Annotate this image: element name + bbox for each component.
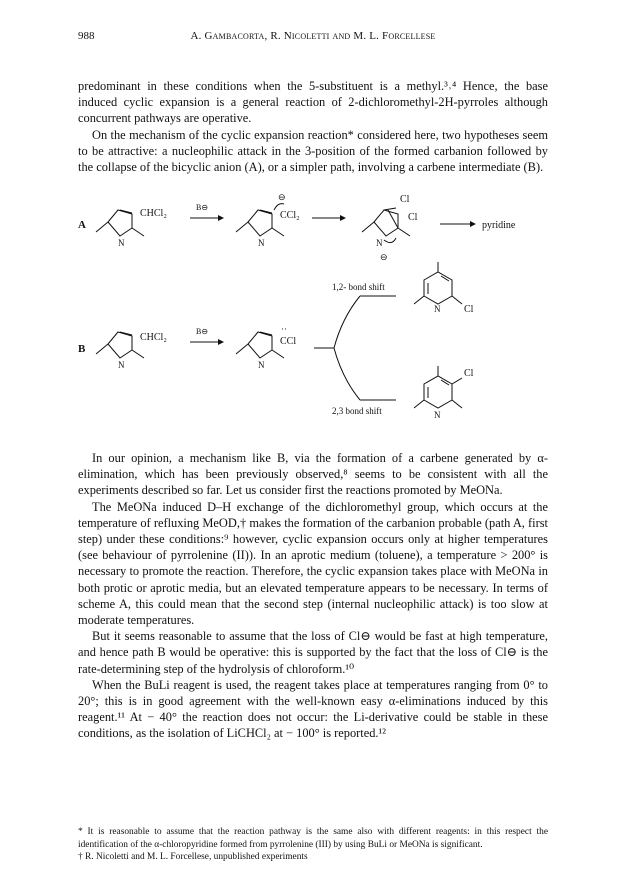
cl-a3-right: Cl — [408, 212, 418, 223]
cl-py-lower: Cl — [464, 368, 474, 379]
paragraph-4: The MeONa induced D–H exchange of the dichloromethyl group, which occurs at the temperature of refluxing MeOD,† makes the formation of the carbanion probable (path A, first step) under these conditions:⁹ however, cyclic expansion occurs only at higher temperatures (see behaviour of pyrrolenine (II)). In an aprotic medium (toluene), a temperature > 200° is necessary to promote the reaction. Therefore, the cyclic expansion takes place with MeONa in both protic or aprotic media, but an elevated temperature appears to be necessary. In terms of scheme A, this could mean that the second step (internal nucleophilic attack) is too slow at moderate temperatures. — [78, 499, 548, 628]
footnote-2: † R. Nicoletti and M. L. Forcellese, unpublished experiments — [78, 852, 308, 862]
cl-py-upper: Cl — [464, 304, 474, 315]
n-atom-a3: N — [376, 238, 383, 248]
paragraph-3: In our opinion, a mechanism like B, via the formation of a carbene generated by α-elimination, which has been previously observed,⁸ seems to be consistent with all the experiments described so far. Let us consider first the reactions promoted by MeONa. — [78, 451, 548, 498]
cl-a3-top: Cl — [400, 194, 410, 205]
reaction-scheme — [78, 188, 558, 428]
page-number: 988 — [78, 30, 95, 42]
paragraph-1: predominant in these conditions when the 5-substituent is a methyl.³˒⁴ Hence, the base induced cyclic expansion is a general reaction of 2-dichloromethyl-2H-pyrroles although concurrent pathways are operative. — [78, 79, 548, 126]
arrow-a3-head — [470, 221, 476, 227]
arrow-a1-head — [218, 215, 224, 221]
n-atom-b2: N — [258, 360, 265, 370]
carbene-b2 — [236, 332, 284, 358]
minus-a3: ⊖ — [380, 252, 388, 262]
minus-a2: ⊖ — [278, 192, 286, 202]
n-atom-a1: N — [118, 238, 125, 248]
pyrrolenine-a1 — [96, 210, 144, 236]
chloropyridine-upper — [414, 262, 462, 304]
bicyclic-anion-a3 — [362, 208, 410, 243]
body-text-top — [78, 78, 548, 175]
branch-lower — [334, 348, 360, 400]
running-head-authors: A. Gambacorta, R. Nicoletti and M. L. Forcellese — [190, 30, 436, 42]
shift-23-label: 2,3 bond shift — [332, 406, 382, 416]
chloropyridine-lower — [414, 366, 462, 408]
ccl2-a2: CCl₂ — [280, 210, 300, 221]
n-atom-py-upper: N — [434, 304, 441, 314]
chcl2-a1: CHCl₂ — [140, 208, 167, 219]
body-text-bottom — [78, 450, 548, 742]
pyridine-label: pyridine — [482, 220, 516, 231]
branch-upper — [334, 296, 360, 348]
footnote-1: * It is reasonable to assume that the reaction pathway is the same also with different reagents: in this respect the identification of the α-chloropyridine formed from pyrrolenine (III) by using BuLi or MeONa is significant. — [78, 827, 548, 850]
arrow-b1-head — [218, 339, 224, 345]
chcl2-b1: CHCl₂ — [140, 332, 167, 343]
n-atom-py-lower: N — [434, 410, 441, 420]
paragraph-2: On the mechanism of the cyclic expansion reaction* considered here, two hypotheses seem to be attractive: a nucleophilic attack in the 3-position of the formed carbanion followed by the collapse of the bicyclic anion (A), or a simpler path, involving a carbene intermediate (B). — [78, 127, 548, 175]
arrow-a2-head — [340, 215, 346, 221]
label-b: B — [78, 343, 86, 355]
n-atom-a2: N — [258, 238, 265, 248]
base-b: B⊖ — [196, 327, 209, 336]
paragraph-6: When the BuLi reagent is used, the reagent takes place at temperatures ranging from 0° to 20°; this is in good agreement with the well-known easy α-eliminations induced by this reagent.¹¹ At − 40° the reaction does not occur: the Li-derivative could be stable in these conditions, as the isolation of LiCHCl₂ at − 100° is reported.¹² — [78, 677, 548, 741]
paragraph-5: But it seems reasonable to assume that the loss of Cl⊖ would be fast at high temperature, and hence path B would be operative: this is supported by the fact that the loss of Cl⊖ is the rate-determining step of the hydrolysis of chloroform.¹⁰ — [78, 629, 548, 676]
footnotes — [78, 826, 548, 864]
n-atom-b1: N — [118, 360, 125, 370]
ccl-b2: CCl — [280, 336, 297, 347]
pyrrolenine-b1 — [96, 332, 144, 358]
base-a: B⊖ — [196, 203, 209, 212]
shift-12-label: 1,2- bond shift — [332, 282, 385, 292]
carbene-dots: ·· — [281, 324, 287, 334]
label-a: A — [78, 219, 86, 231]
carbanion-a2 — [236, 204, 284, 236]
